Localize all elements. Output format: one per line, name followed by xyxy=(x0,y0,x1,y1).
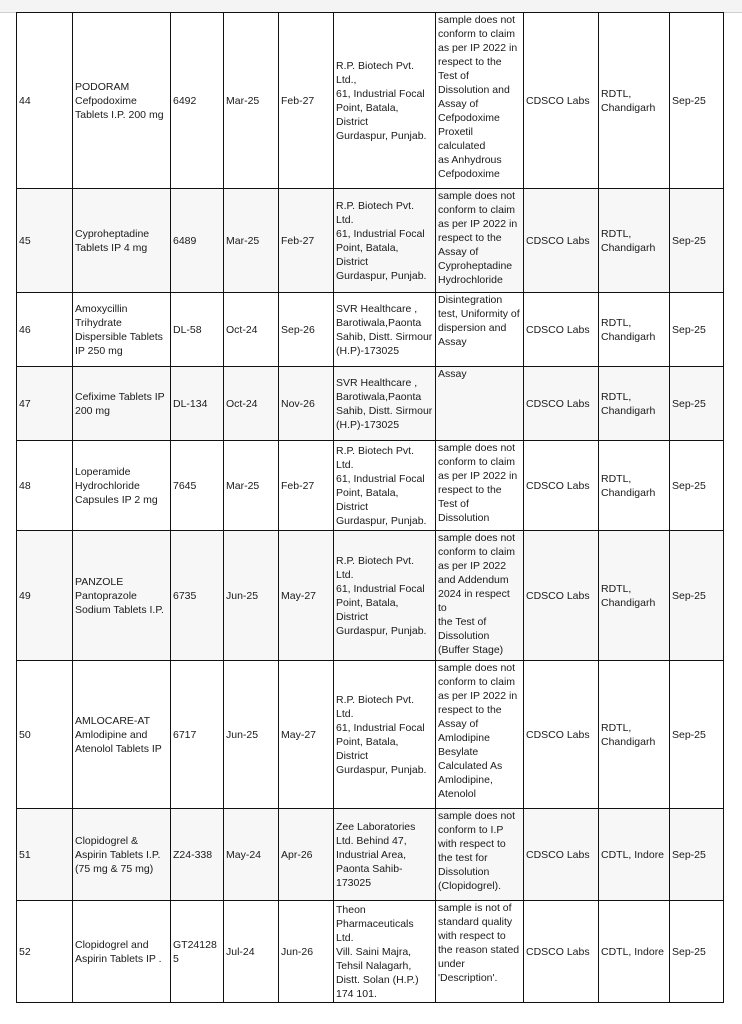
testing-lab-cell: CDSCO Labs xyxy=(524,13,599,189)
nsq-reason-cell xyxy=(436,809,524,901)
serial-number-cell: 52 xyxy=(17,901,73,1003)
manufacturer-cell: R.P. Biotech Pvt. Ltd. 61, Industrial Focal Point, Batala, District Gurdaspur, Punjab. xyxy=(334,189,436,293)
reporting-month-cell: Sep-25 xyxy=(670,367,724,441)
expiry-date-cell: Jun-26 xyxy=(279,901,334,1003)
table-row xyxy=(17,189,724,293)
testing-lab-cell: CDSCO Labs xyxy=(524,293,599,367)
reporting-month-cell: Sep-25 xyxy=(670,293,724,367)
expiry-date-cell: May-27 xyxy=(279,661,334,809)
expiry-date-cell: Apr-26 xyxy=(279,809,334,901)
table-row xyxy=(17,367,724,441)
nsq-reason-cell xyxy=(436,901,524,1003)
nsq-reason-text: sample does not conform to claim as per IP 2022 and Addendum 2024 in respect to the Test of Dissolution (Buffer Stage) xyxy=(438,532,516,656)
product-name-cell: AMLOCARE-AT Amlodipine and Atenolol Tablets IP xyxy=(73,661,171,809)
nsq-drug-table xyxy=(16,12,724,1003)
manufacture-date-cell: Jun-25 xyxy=(224,661,279,809)
batch-number-cell: 6735 xyxy=(171,531,224,661)
reporting-lab-cell: RDTL, Chandigarh xyxy=(599,661,670,809)
batch-number-cell: DL-58 xyxy=(171,293,224,367)
serial-number-cell: 51 xyxy=(17,809,73,901)
nsq-reason-text: sample is not of standard quality with respect to the reason stated under 'Description'. xyxy=(438,902,520,984)
nsq-reason-cell xyxy=(436,293,524,367)
testing-lab-cell: CDSCO Labs xyxy=(524,189,599,293)
reporting-month-cell: Sep-25 xyxy=(670,13,724,189)
batch-number-cell: 6492 xyxy=(171,13,224,189)
serial-number-cell: 48 xyxy=(17,441,73,531)
batch-number-cell: 7645 xyxy=(171,441,224,531)
table-row xyxy=(17,809,724,901)
batch-number-cell: 6717 xyxy=(171,661,224,809)
testing-lab-cell: CDSCO Labs xyxy=(524,901,599,1003)
manufacture-date-cell: May-24 xyxy=(224,809,279,901)
nsq-reason-text: sample does not conform to claim as per IP 2022 in respect to the Test of Dissolution xyxy=(438,442,518,524)
manufacturer-cell: Theon Pharmaceuticals Ltd. Vill. Saini Majra, Tehsil Nalagarh, Distt. Solan (H.P.) 174 101. xyxy=(334,901,436,1003)
reporting-lab-cell: RDTL, Chandigarh xyxy=(599,441,670,531)
reporting-month-cell: Sep-25 xyxy=(670,661,724,809)
reporting-lab-cell: RDTL, Chandigarh xyxy=(599,531,670,661)
nsq-reason-text: sample does not conform to claim as per IP 2022 in respect to the Test of Dissolution and Assay of Cefpodoxime Proxetil calculated as Anhydrous Cefpodoxime xyxy=(438,14,518,180)
nsq-reason-cell xyxy=(436,441,524,531)
reporting-lab-cell: CDTL, Indore xyxy=(599,809,670,901)
serial-number-cell: 45 xyxy=(17,189,73,293)
batch-number-cell: 6489 xyxy=(171,189,224,293)
manufacture-date-cell: Mar-25 xyxy=(224,189,279,293)
manufacture-date-cell: Mar-25 xyxy=(224,13,279,189)
nsq-reason-cell xyxy=(436,189,524,293)
expiry-date-cell: May-27 xyxy=(279,531,334,661)
table-row xyxy=(17,901,724,1003)
product-name-cell: Clopidogrel and Aspirin Tablets IP . xyxy=(73,901,171,1003)
nsq-reason-cell xyxy=(436,661,524,809)
manufacturer-cell: SVR Healthcare , Barotiwala,Paonta Sahib, Distt. Sirmour (H.P)-173025 xyxy=(334,367,436,441)
manufacture-date-cell: Oct-24 xyxy=(224,293,279,367)
batch-number-cell: GT241285 xyxy=(171,901,224,1003)
reporting-month-cell: Sep-25 xyxy=(670,901,724,1003)
product-name-cell: PODORAM Cefpodoxime Tablets I.P. 200 mg xyxy=(73,13,171,189)
reporting-lab-cell: CDTL, Indore xyxy=(599,901,670,1003)
nsq-reason-text: sample does not conform to claim as per IP 2022 in respect to the Assay of Cyproheptadine Hydrochloride xyxy=(438,190,518,286)
product-name-cell: Clopidogrel & Aspirin Tablets I.P. (75 mg & 75 mg) xyxy=(73,809,171,901)
batch-number-cell: Z24-338 xyxy=(171,809,224,901)
table-row xyxy=(17,661,724,809)
nsq-reason-text: Disintegration test, Uniformity of dispersion and Assay xyxy=(438,294,520,348)
table-row xyxy=(17,13,724,189)
serial-number-cell: 50 xyxy=(17,661,73,809)
serial-number-cell: 47 xyxy=(17,367,73,441)
testing-lab-cell: CDSCO Labs xyxy=(524,441,599,531)
table-row xyxy=(17,531,724,661)
manufacturer-cell: R.P. Biotech Pvt. Ltd., 61, Industrial Focal Point, Batala, District Gurdaspur, Punjab. xyxy=(334,13,436,189)
manufacture-date-cell: Jun-25 xyxy=(224,531,279,661)
testing-lab-cell: CDSCO Labs xyxy=(524,531,599,661)
expiry-date-cell: Feb-27 xyxy=(279,189,334,293)
nsq-reason-text: sample does not conform to claim as per IP 2022 in respect to the Assay of Amlodipine Besylate Calculated As Amlodipine, Atenolol xyxy=(438,662,518,800)
reporting-month-cell: Sep-25 xyxy=(670,531,724,661)
serial-number-cell: 44 xyxy=(17,13,73,189)
reporting-lab-cell: RDTL, Chandigarh xyxy=(599,293,670,367)
product-name-cell: Loperamide Hydrochloride Capsules IP 2 mg xyxy=(73,441,171,531)
manufacturer-cell: R.P. Biotech Pvt. Ltd. 61, Industrial Focal Point, Batala, District Gurdaspur, Punjab. xyxy=(334,661,436,809)
reporting-lab-cell: RDTL, Chandigarh xyxy=(599,189,670,293)
testing-lab-cell: CDSCO Labs xyxy=(524,661,599,809)
reporting-lab-cell: RDTL, Chandigarh xyxy=(599,367,670,441)
expiry-date-cell: Nov-26 xyxy=(279,367,334,441)
expiry-date-cell: Feb-27 xyxy=(279,13,334,189)
manufacture-date-cell: Jul-24 xyxy=(224,901,279,1003)
manufacture-date-cell: Oct-24 xyxy=(224,367,279,441)
nsq-reason-cell xyxy=(436,531,524,661)
manufacture-date-cell: Mar-25 xyxy=(224,441,279,531)
nsq-reason-cell xyxy=(436,13,524,189)
reporting-month-cell: Sep-25 xyxy=(670,441,724,531)
expiry-date-cell: Sep-26 xyxy=(279,293,334,367)
reporting-month-cell: Sep-25 xyxy=(670,189,724,293)
table-row xyxy=(17,293,724,367)
expiry-date-cell: Feb-27 xyxy=(279,441,334,531)
reporting-month-cell: Sep-25 xyxy=(670,809,724,901)
testing-lab-cell: CDSCO Labs xyxy=(524,809,599,901)
manufacturer-cell: Zee Laboratories Ltd. Behind 47, Industrial Area, Paonta Sahib- 173025 xyxy=(334,809,436,901)
testing-lab-cell: CDSCO Labs xyxy=(524,367,599,441)
nsq-reason-cell xyxy=(436,367,524,441)
product-name-cell: PANZOLE Pantoprazole Sodium Tablets I.P. xyxy=(73,531,171,661)
product-name-cell: Amoxycillin Trihydrate Dispersible Tablets IP 250 mg xyxy=(73,293,171,367)
manufacturer-cell: SVR Healthcare , Barotiwala,Paonta Sahib, Distt. Sirmour (H.P)-173025 xyxy=(334,293,436,367)
serial-number-cell: 46 xyxy=(17,293,73,367)
nsq-reason-text: sample does not conform to I.P with respect to the test for Dissolution (Clopidogrel). xyxy=(438,810,516,892)
product-name-cell: Cefixime Tablets IP 200 mg xyxy=(73,367,171,441)
serial-number-cell: 49 xyxy=(17,531,73,661)
product-name-cell: Cyproheptadine Tablets IP 4 mg xyxy=(73,189,171,293)
manufacturer-cell: R.P. Biotech Pvt. Ltd. 61, Industrial Focal Point, Batala, District Gurdaspur, Punjab. xyxy=(334,531,436,661)
table-row xyxy=(17,441,724,531)
manufacturer-cell: R.P. Biotech Pvt. Ltd. 61, Industrial Focal Point, Batala, District Gurdaspur, Punjab. xyxy=(334,441,436,531)
batch-number-cell: DL-134 xyxy=(171,367,224,441)
reporting-lab-cell: RDTL, Chandigarh xyxy=(599,13,670,189)
nsq-reason-text: Assay xyxy=(438,368,467,380)
